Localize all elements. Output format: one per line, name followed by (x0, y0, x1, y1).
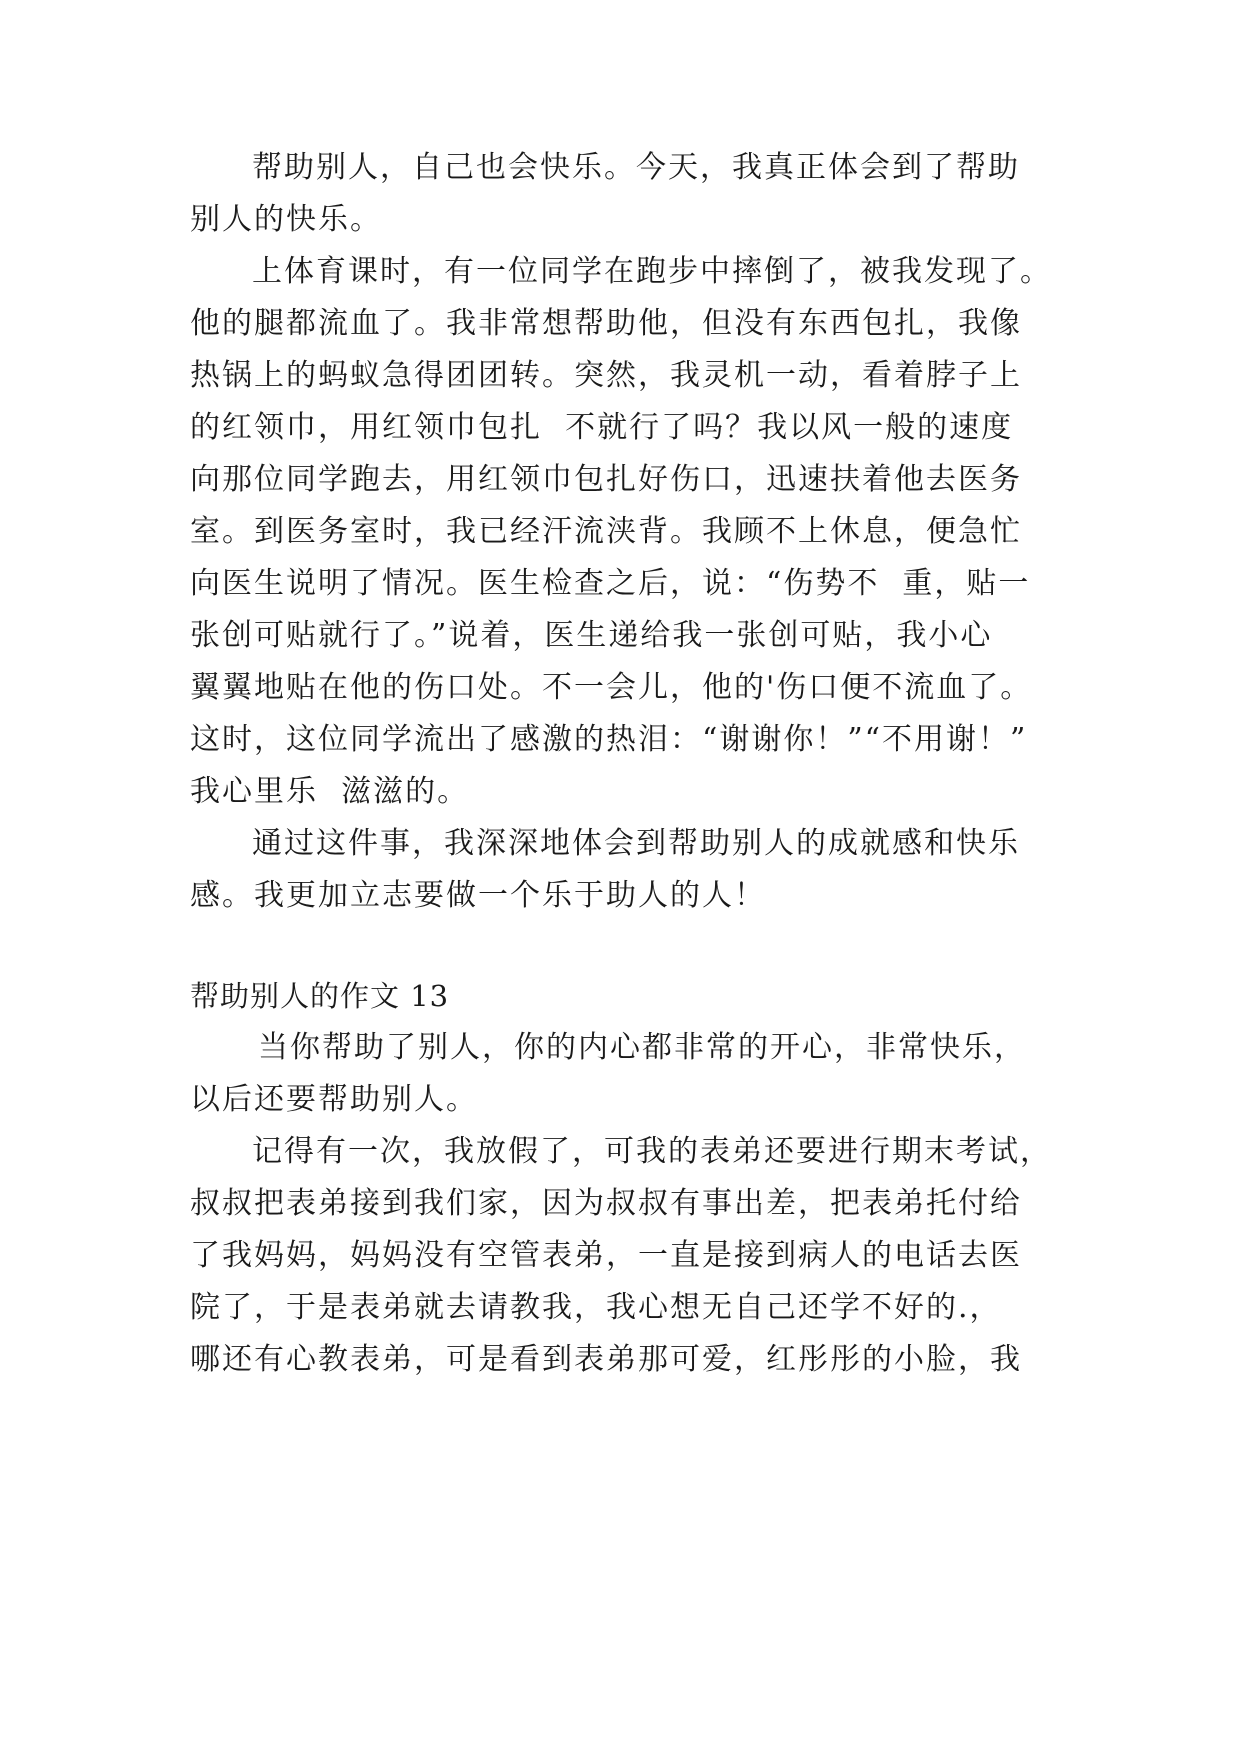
paragraph-line: 上体育课时，有一位同学在跑步中摔倒了，被我发现了。 (252, 254, 1052, 289)
paragraph-line: 记得有一次，我放假了，可我的表弟还要进行期末考试， (252, 1134, 1052, 1169)
section-title: 帮助别人的作文 13 (190, 979, 450, 1013)
paragraph-line: 向医生说明了情况。医生检查之后，说：“伤势不 重，贴一 (190, 566, 1031, 601)
paragraph-line: 帮助别人，自己也会快乐。今天，我真正体会到了帮助 (252, 150, 1020, 185)
paragraph-line: 张创可贴就行了。”说着，医生递给我一张创可贴，我小心 (190, 618, 993, 653)
paragraph-line: 向那位同学跑去，用红领巾包扎好伤口，迅速扶着他去医务 (190, 462, 1022, 497)
paragraph-line: 感。我更加立志要做一个乐于助人的人！ (190, 878, 766, 913)
paragraph-line: 通过这件事，我深深地体会到帮助别人的成就感和快乐 (252, 826, 1020, 861)
paragraph-line: 哪还有心教表弟，可是看到表弟那可爱，红彤彤的小脸，我 (190, 1342, 1022, 1377)
paragraph-line: 这时，这位同学流出了感激的热泪：“谢谢你！”“不用谢！” (190, 722, 1028, 757)
paragraph-line: 翼翼地贴在他的伤口处。不一会儿，他的'伤口便不流血了。 (190, 670, 1033, 705)
paragraph-line: 室。到医务室时，我已经汗流浃背。我顾不上休息，便急忙 (190, 514, 1022, 549)
paragraph-line: 的红领巾，用红领巾包扎 不就行了吗？我以风一般的速度 (190, 410, 1014, 445)
paragraph-line: 院了，于是表弟就去请教我，我心想无自己还学不好的.， (190, 1290, 1002, 1325)
paragraph-line: 我心里乐 滋滋的。 (190, 774, 470, 809)
paragraph-line: 叔叔把表弟接到我们家，因为叔叔有事出差，把表弟托付给 (190, 1186, 1022, 1221)
paragraph-line: 了我妈妈，妈妈没有空管表弟，一直是接到病人的电话去医 (190, 1238, 1022, 1273)
paragraph-line: 热锅上的蚂蚁急得团团转。突然，我灵机一动，看着脖子上 (190, 358, 1022, 393)
paragraph-line: 以后还要帮助别人。 (190, 1082, 478, 1117)
paragraph-line: 别人的快乐。 (190, 202, 382, 237)
paragraph-line: 当你帮助了别人，你的内心都非常的开心，非常快乐， (258, 1030, 1026, 1065)
paragraph-line: 他的腿都流血了。我非常想帮助他，但没有东西包扎，我像 (190, 306, 1022, 341)
